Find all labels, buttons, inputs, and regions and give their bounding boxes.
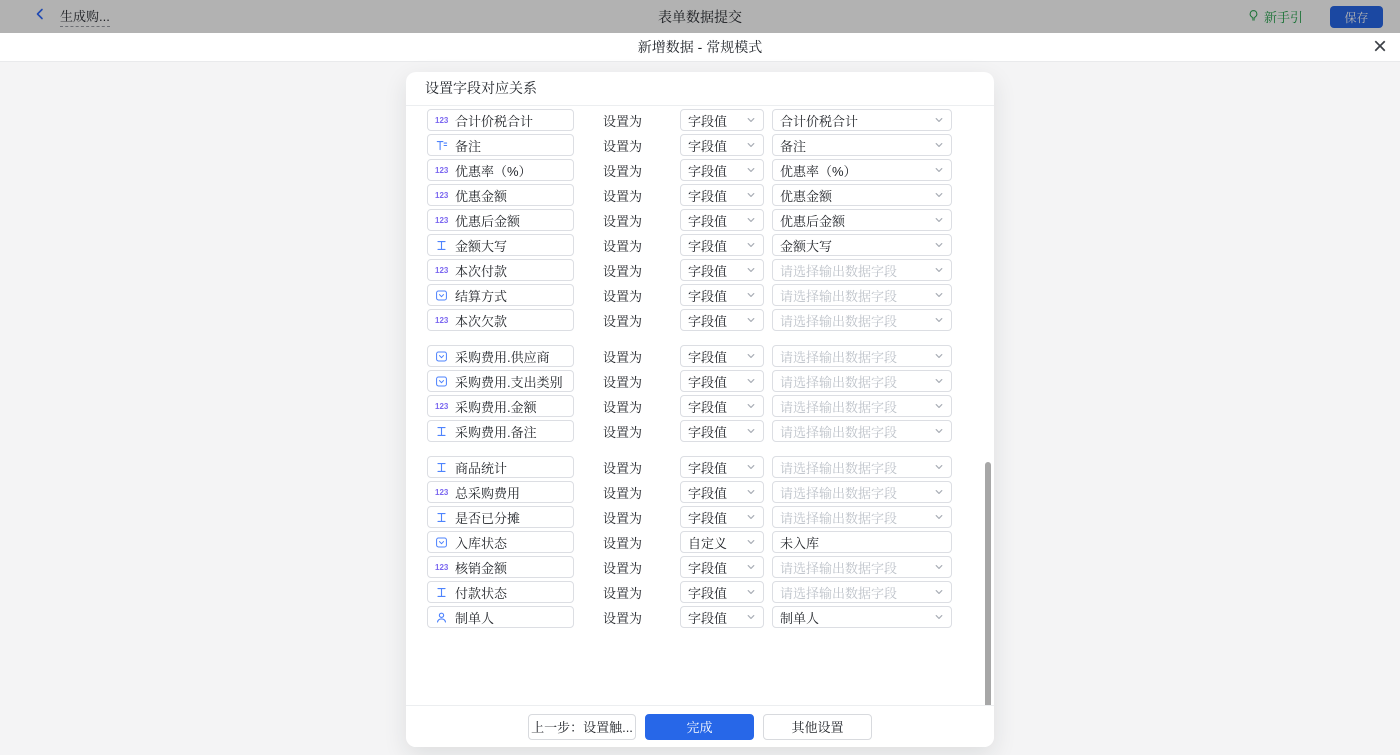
source-field-label: 合计价税合计 [455,113,534,129]
source-field-chip [427,209,574,231]
output-field-select[interactable] [772,259,952,281]
chevron-down-icon [934,115,944,125]
text-field-icon [435,511,452,524]
source-field-label: 采购费用.金额 [455,399,537,415]
set-as-label: 设置为 [603,535,643,551]
value-mode-value: 字段值 [688,560,728,576]
number-field-icon: 123 [435,165,449,175]
output-field-value: 请选择输出数据字段 [780,560,898,576]
dialog-footer [406,705,994,747]
value-mode-value: 字段值 [688,113,728,129]
field-mapping-row [427,606,994,628]
chevron-down-icon [934,265,944,275]
value-mode-select[interactable] [680,506,764,528]
chevron-down-icon [934,462,944,472]
chevron-down-icon [934,240,944,250]
source-field-chip [427,109,574,131]
set-as-label: 设置为 [603,460,643,476]
output-field-value: 优惠后金额 [780,213,846,229]
set-as-label: 设置为 [603,485,643,501]
source-field-chip [427,345,574,367]
select-field-icon [435,375,452,388]
number-field-icon: 123 [435,315,449,325]
output-field-select[interactable] [772,506,952,528]
source-field-chip [427,606,574,628]
chevron-down-icon [746,462,756,472]
source-field-label: 是否已分摊 [455,510,521,526]
value-mode-select[interactable] [680,234,764,256]
output-field-value: 请选择输出数据字段 [780,585,898,601]
output-field-select[interactable] [772,420,952,442]
beginner-guide-label: 新手引 [1263,10,1303,25]
source-field-chip [427,284,574,306]
field-group [406,456,994,628]
value-mode-value: 字段值 [688,288,728,304]
output-field-value: 请选择输出数据字段 [780,349,898,365]
chevron-down-icon [934,165,944,175]
value-mode-value: 字段值 [688,349,728,365]
source-field-chip [427,134,574,156]
value-mode-value: 字段值 [688,238,728,254]
output-field-select[interactable] [772,370,952,392]
value-mode-select[interactable] [680,581,764,603]
app-title: 表单数据提交 [658,8,742,25]
dialog-title: 设置字段对应关系 [406,72,994,106]
field-mapping-row [427,159,994,181]
source-field-chip [427,184,574,206]
chevron-down-icon [746,487,756,497]
value-mode-value: 字段值 [688,163,728,179]
select-field-icon [435,536,452,549]
source-field-chip [427,481,574,503]
value-mode-select[interactable] [680,531,764,553]
source-field-label: 付款状态 [455,585,508,601]
source-field-label: 采购费用.支出类别 [455,374,563,390]
multiline-field-icon [435,139,452,152]
back-link-label[interactable]: 生成购... [60,6,110,27]
set-as-label: 设置为 [603,610,643,626]
field-mapping-row [427,109,994,131]
source-field-label: 商品统计 [455,460,508,476]
output-field-select[interactable] [772,481,952,503]
value-mode-value: 字段值 [688,585,728,601]
set-as-label: 设置为 [603,399,643,415]
set-as-label: 设置为 [603,510,643,526]
chevron-down-icon [746,426,756,436]
field-mapping-row [427,481,994,503]
source-field-label: 优惠金额 [455,188,508,204]
scrollbar-thumb[interactable] [985,462,991,705]
source-field-chip [427,395,574,417]
field-group [406,345,994,442]
set-as-label: 设置为 [603,163,643,179]
user-field-icon [435,611,452,624]
value-mode-select[interactable] [680,284,764,306]
source-field-chip [427,531,574,553]
set-as-label: 设置为 [603,374,643,390]
field-mapping-row [427,284,994,306]
set-as-label: 设置为 [603,213,643,229]
output-field-select[interactable] [772,456,952,478]
output-field-select[interactable] [772,234,952,256]
set-as-label: 设置为 [603,138,643,154]
output-field-select[interactable] [772,309,952,331]
chevron-down-icon [934,487,944,497]
value-mode-select[interactable] [680,184,764,206]
save-button[interactable]: 保存 [1330,6,1383,28]
number-field-icon: 123 [435,487,449,497]
chevron-down-icon [934,512,944,522]
chevron-down-icon [934,351,944,361]
source-field-label: 结算方式 [455,288,508,304]
modal-page-bar [0,33,1400,62]
source-field-label: 本次付款 [455,263,508,279]
output-field-select[interactable] [772,556,952,578]
chevron-down-icon [746,190,756,200]
output-field-value: 请选择输出数据字段 [780,313,898,329]
field-mapping-row [427,134,994,156]
output-field-value: 请选择输出数据字段 [780,460,898,476]
field-mapping-dialog [406,72,994,747]
value-mode-value: 字段值 [688,374,728,390]
source-field-chip [427,420,574,442]
output-field-select[interactable] [772,184,952,206]
done-button[interactable]: 完成 [645,714,754,740]
field-mapping-row [427,370,994,392]
set-as-label: 设置为 [603,585,643,601]
set-as-label: 设置为 [603,349,643,365]
field-mapping-row [427,456,994,478]
source-field-chip [427,309,574,331]
output-field-value: 请选择输出数据字段 [780,485,898,501]
chevron-down-icon [934,215,944,225]
source-field-chip [427,159,574,181]
field-mapping-row [427,506,994,528]
value-mode-select[interactable] [680,209,764,231]
lightbulb-icon [1247,9,1260,25]
source-field-label: 采购费用.备注 [455,424,537,440]
chevron-down-icon [934,587,944,597]
output-field-select[interactable] [772,209,952,231]
beginner-guide-link[interactable] [1247,0,1303,33]
custom-value-text: 未入库 [780,535,820,551]
field-mapping-row [427,531,994,553]
chevron-down-icon [746,265,756,275]
chevron-down-icon [746,140,756,150]
set-as-label: 设置为 [603,288,643,304]
previous-step-button[interactable]: 上一步：设置触... [528,714,636,740]
value-mode-value: 字段值 [688,213,728,229]
source-field-label: 优惠率（%） [455,163,532,179]
field-mapping-row [427,259,994,281]
value-mode-select[interactable] [680,606,764,628]
output-field-value: 优惠率（%） [780,163,857,179]
source-field-chip [427,456,574,478]
value-mode-value: 字段值 [688,263,728,279]
value-mode-value: 字段值 [688,485,728,501]
value-mode-select[interactable] [680,159,764,181]
source-field-chip [427,234,574,256]
value-mode-select[interactable] [680,556,764,578]
output-field-value: 备注 [780,138,807,154]
chevron-down-icon [746,376,756,386]
chevron-down-icon [934,401,944,411]
source-field-label: 核销金额 [455,560,508,576]
set-as-label: 设置为 [603,424,643,440]
value-mode-select[interactable] [680,395,764,417]
output-field-value: 请选择输出数据字段 [780,399,898,415]
text-field-icon [435,461,452,474]
chevron-down-icon [934,612,944,622]
value-mode-select[interactable] [680,109,764,131]
field-mapping-row [427,234,994,256]
source-field-label: 入库状态 [455,535,508,551]
output-field-select[interactable] [772,134,952,156]
chevron-down-icon [934,140,944,150]
source-field-label: 本次欠款 [455,313,508,329]
chevron-down-icon [746,351,756,361]
select-field-icon [435,289,452,302]
field-mapping-row [427,581,994,603]
value-mode-value: 自定义 [688,535,728,551]
source-field-chip [427,370,574,392]
number-field-icon: 123 [435,215,449,225]
number-field-icon: 123 [435,115,449,125]
field-mapping-row [427,309,994,331]
chevron-down-icon [746,612,756,622]
number-field-icon: 123 [435,401,449,411]
output-field-select[interactable] [772,284,952,306]
output-field-value: 请选择输出数据字段 [780,288,898,304]
number-field-icon: 123 [435,562,449,572]
chevron-down-icon [746,401,756,411]
chevron-down-icon [934,190,944,200]
source-field-chip [427,506,574,528]
text-field-icon [435,239,452,252]
chevron-down-icon [934,426,944,436]
value-mode-select[interactable] [680,345,764,367]
source-field-label: 制单人 [455,610,495,626]
output-field-value: 请选择输出数据字段 [780,424,898,440]
chevron-down-icon [746,537,756,547]
field-mapping-row [427,345,994,367]
output-field-select[interactable] [772,395,952,417]
set-as-label: 设置为 [603,263,643,279]
set-as-label: 设置为 [603,313,643,329]
output-field-value: 金额大写 [780,238,833,254]
value-mode-select[interactable] [680,456,764,478]
modal-page-title: 新增数据 - 常规模式 [637,39,763,55]
value-mode-value: 字段值 [688,188,728,204]
source-field-label: 总采购费用 [455,485,521,501]
close-icon[interactable]: × [1372,33,1387,60]
chevron-down-icon [934,315,944,325]
chevron-down-icon [746,115,756,125]
output-field-value: 优惠金额 [780,188,833,204]
value-mode-select[interactable] [680,370,764,392]
field-mapping-row [427,420,994,442]
chevron-down-icon [746,562,756,572]
field-mapping-list [406,109,994,628]
output-field-value: 请选择输出数据字段 [780,374,898,390]
custom-value-input[interactable] [772,531,952,553]
select-field-icon [435,350,452,363]
chevron-down-icon [746,215,756,225]
field-mapping-row [427,184,994,206]
field-mapping-row [427,395,994,417]
text-field-icon [435,586,452,599]
source-field-chip [427,581,574,603]
chevron-down-icon [934,562,944,572]
set-as-label: 设置为 [603,188,643,204]
chevron-down-icon [746,290,756,300]
output-field-select[interactable] [772,606,952,628]
source-field-chip [427,259,574,281]
value-mode-value: 字段值 [688,138,728,154]
output-field-value: 请选择输出数据字段 [780,263,898,279]
chevron-down-icon [746,315,756,325]
chevron-down-icon [934,290,944,300]
set-as-label: 设置为 [603,238,643,254]
output-field-select[interactable] [772,159,952,181]
value-mode-value: 字段值 [688,313,728,329]
value-mode-value: 字段值 [688,610,728,626]
value-mode-value: 字段值 [688,399,728,415]
value-mode-value: 字段值 [688,510,728,526]
value-mode-select[interactable] [680,259,764,281]
source-field-label: 采购费用.供应商 [455,349,550,365]
value-mode-value: 字段值 [688,424,728,440]
field-mapping-scroll-area [406,106,994,705]
source-field-label: 金额大写 [455,238,508,254]
app-top-bar [0,0,1400,33]
output-field-select[interactable] [772,581,952,603]
chevron-down-icon [746,240,756,250]
field-mapping-row [427,209,994,231]
number-field-icon: 123 [435,265,449,275]
chevron-down-icon [746,165,756,175]
output-field-value: 请选择输出数据字段 [780,510,898,526]
chevron-down-icon [746,587,756,597]
output-field-select[interactable] [772,345,952,367]
source-field-label: 备注 [455,138,482,154]
value-mode-select[interactable] [680,420,764,442]
value-mode-select[interactable] [680,481,764,503]
value-mode-select[interactable] [680,134,764,156]
chevron-down-icon [746,512,756,522]
source-field-label: 优惠后金额 [455,213,521,229]
output-field-value: 制单人 [780,610,820,626]
set-as-label: 设置为 [603,560,643,576]
text-field-icon [435,425,452,438]
source-field-chip [427,556,574,578]
other-settings-button[interactable]: 其他设置 [763,714,872,740]
set-as-label: 设置为 [603,113,643,129]
field-mapping-row [427,556,994,578]
output-field-value: 合计价税合计 [780,113,859,129]
output-field-select[interactable] [772,109,952,131]
field-group [406,109,994,331]
value-mode-value: 字段值 [688,460,728,476]
number-field-icon: 123 [435,190,449,200]
chevron-down-icon [934,376,944,386]
value-mode-select[interactable] [680,309,764,331]
